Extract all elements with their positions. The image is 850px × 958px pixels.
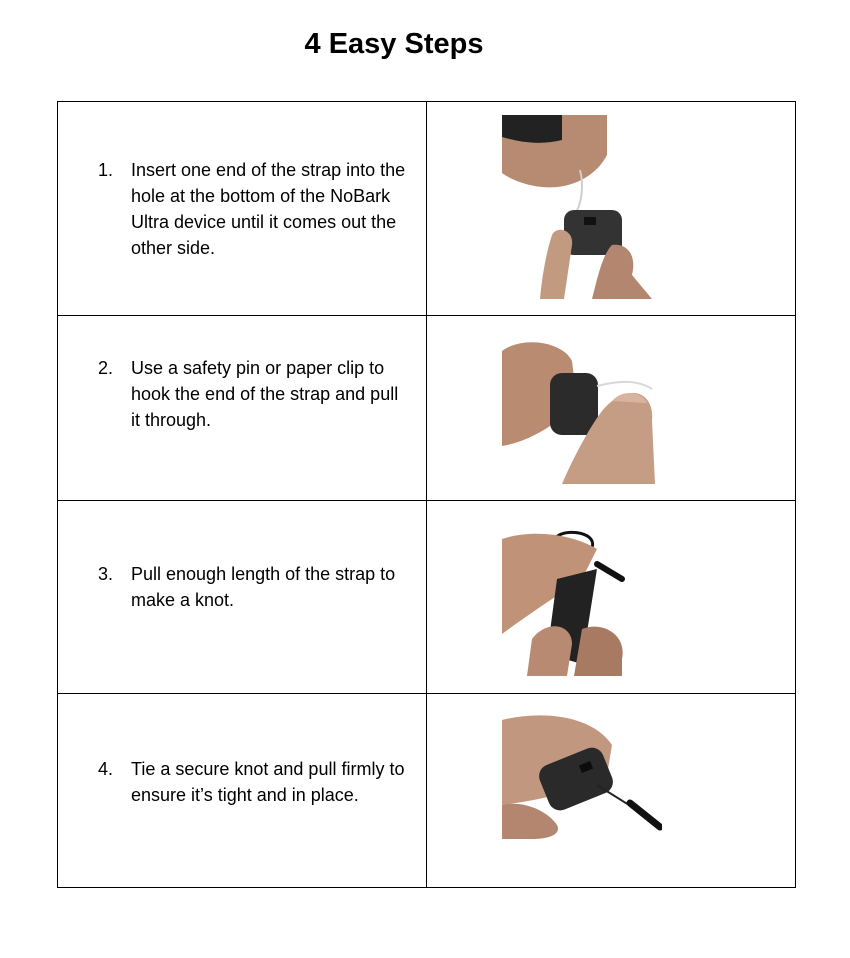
step-number: 3. (98, 564, 114, 584)
step-item (98, 561, 410, 613)
step-image-cell (427, 102, 796, 316)
steps-table (57, 101, 796, 888)
page-title: 4 Easy Steps (304, 28, 484, 60)
step-text: Insert one end of the strap into the hole at the bottom of the NoBark Ultra device until it comes out the other side. (131, 159, 406, 258)
step-text-cell (58, 694, 427, 888)
step-item (98, 756, 410, 808)
step-number: 1. (98, 159, 114, 180)
step-text: Tie a secure knot and pull firmly to ensure it’s tight and in place. (131, 758, 405, 805)
step-text-cell (58, 501, 427, 694)
step-text-cell (58, 316, 427, 501)
step-number: 2. (98, 358, 114, 378)
step-text: Pull enough length of the strap to make a knot. (131, 564, 396, 610)
step-item (98, 157, 410, 261)
hands-pulling-strap-photo (502, 341, 655, 484)
hands-pulling-length-photo (502, 529, 627, 676)
step-image-cell (427, 316, 796, 501)
hand-holding-knotted-device-photo (502, 715, 662, 839)
step-row-1 (58, 102, 796, 316)
step-item (98, 355, 410, 433)
step-row-2 (58, 316, 796, 501)
step-text-cell (58, 102, 427, 316)
hands-inserting-strap-photo (502, 115, 652, 299)
step-text: Use a safety pin or paper clip to hook the end of the strap and pull it through. (131, 358, 399, 430)
step-image-cell (427, 694, 796, 888)
step-number: 4. (98, 758, 114, 779)
step-image-cell (427, 501, 796, 694)
step-row-3 (58, 501, 796, 694)
step-row-4 (58, 694, 796, 888)
